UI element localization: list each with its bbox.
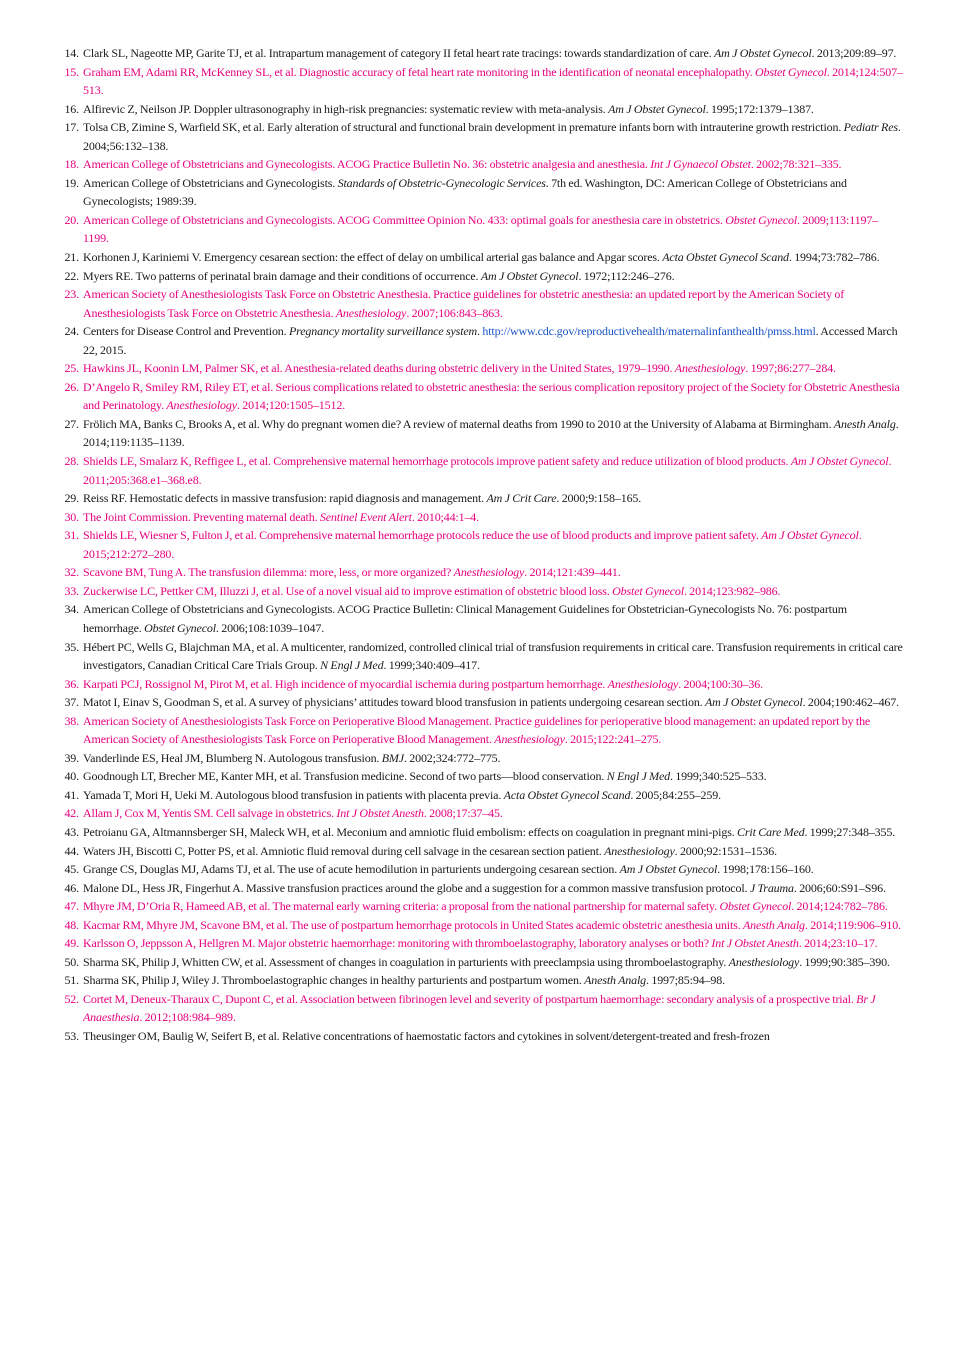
reference-item[interactable] [58,211,903,248]
reference-text: Goodnough LT, Brecher ME, Kanter MH, et al. Transfusion medicine. Second of two parts—blood conservation. [83,769,607,784]
reference-text: . 2007;106:843–863. [406,305,503,320]
journal-name: Sentinel Event Alert [319,509,412,524]
reference-item[interactable] [58,990,903,1027]
reference-number: 21 . [58,248,79,267]
journal-name: Am J Obstet Gynecol [790,454,889,469]
reference-number: 42 . [58,804,79,823]
reference-text: . 2004;100:30–36. [678,676,763,691]
reference-item [58,44,903,63]
reference-text: . [477,324,483,339]
reference-item [58,971,903,990]
reference-number: 32 . [58,563,79,582]
reference-text: Theusinger OM, Baulig W, Seifert B, et al. Relative concentrations of haemostatic factors and cytokines in solvent/detergent-treated and fresh-frozen [83,1028,770,1043]
reference-text: Korhonen J, Kariniemi V. Emergency cesarean section: the effect of delay on umbilical arterial gas balance and Apgar scores. [83,250,663,265]
reference-number: 47 . [58,897,79,916]
reference-text: . 2002;324:772–775. [403,750,501,765]
reference-number: 27 . [58,415,79,434]
reference-item [58,693,903,712]
reference-text: Allam J, Cox M, Yentis SM. Cell salvage in obstetrics. [83,806,337,821]
reference-text: Shields LE, Wiesner S, Fulton J, et al. Comprehensive maternal hemorrhage protocols reduce the use of blood products and improve patient safety. [83,528,762,543]
reference-text: . 2015;212:272–280. [83,528,862,561]
reference-text: Matot I, Einav S, Goodman S, et al. A survey of physicians’ attitudes toward blood transfusion in patients undergoing cesarean section. [83,695,705,710]
reference-text: . 1999;340:525–533. [670,769,767,784]
reference-text: . 1998;178:156–160. [717,862,814,877]
reference-text: . 2006;60:S91–S96. [793,880,886,895]
reference-number: 43 . [58,823,79,842]
reference-number: 44 . [58,842,79,861]
reference-text: . 1997;86:277–284. [745,361,836,376]
reference-number: 46 . [58,879,79,898]
reference-text: . 2014;123:982–986. [683,583,781,598]
reference-number: 22 . [58,267,79,286]
reference-number: 35 . [58,638,79,657]
reference-number: 39 . [58,749,79,768]
reference-item [58,489,903,508]
reference-text: . 2012;108:984–989. [139,1010,236,1025]
reference-text: . 2015;122:241–275. [564,732,662,747]
reference-item[interactable] [58,508,903,527]
reference-number: 23 . [58,285,79,304]
reference-item[interactable] [58,378,903,415]
reference-text: Vanderlinde ES, Heal JM, Blumberg N. Autologous transfusion. [83,750,382,765]
reference-item [58,118,903,155]
reference-item[interactable] [58,285,903,322]
reference-item [58,879,903,898]
reference-item[interactable] [58,675,903,694]
reference-number: 51 . [58,971,79,990]
reference-text: Waters JH, Biscotti C, Potter PS, et al. Amniotic fluid removal during cell salvage in the cesarean section patient. [83,843,605,858]
reference-text: D’Angelo R, Smiley RM, Riley ET, et al. Serious complications related to obstetric anesthesia: the serious complication repository project of the Society for Obstetric Anesthesia and Perinatology. [83,379,900,413]
reference-text: . 2004;56:132–138. [83,120,901,153]
journal-name: Am J Obstet Gynecol [608,101,706,116]
journal-name: Int J Obstet Anesth [336,806,424,821]
reference-text: American College of Obstetricians and Gynecologists. ACOG Practice Bulletin: Clinical Management Guidelines for Obstetrician-Gynecologists No. 76: postpartum hemorrhage. [83,602,847,635]
reference-text: Malone DL, Hess JR, Fingerhut A. Massive transfusion practices around the globe and a suggestion for a common massive transfusion protocol. [83,880,750,895]
reference-list [58,44,903,1046]
reference-text: . 2008;17:37–45. [423,806,503,821]
reference-text: . 2014;124:507–513. [83,64,903,98]
reference-item [58,638,903,675]
reference-text: . 2011;205:368.e1–368.e8. [83,454,892,487]
reference-item[interactable] [58,526,903,563]
reference-text: Alfirevic Z, Neilson JP. Doppler ultrasonography in high-risk pregnancies: systematic review with meta-analysis. [83,101,609,116]
journal-name: Am J Obstet Gynecol [619,862,718,877]
reference-item [58,823,903,842]
reference-item [58,767,903,786]
reference-text: Hawkins JL, Koonin LM, Palmer SK, et al. Anesthesia-related deaths during obstetric delivery in the United States, 1979–1990. [83,361,675,376]
reference-item [58,100,903,119]
reference-number: 33 . [58,582,79,601]
reference-number: 45 . [58,860,79,879]
reference-number: 17 . [58,118,79,137]
journal-name: Obstet Gynecol [754,64,827,79]
reference-item [58,786,903,805]
reference-url[interactable]: http://www.cdc.gov/reproductivehealth/maternalinfanthealth/pmss.html [482,324,816,339]
reference-item [58,322,903,359]
reference-text: Sharma SK, Philip J, Wiley J. Thromboelastographic changes in healthy parturients and postpartum women. [83,973,585,988]
reference-number: 30 . [58,508,79,527]
journal-name: N Engl J Med [320,658,384,673]
reference-item[interactable] [58,897,903,916]
journal-name: Int J Obstet Anesth [711,936,799,951]
reference-number: 20 . [58,211,79,230]
reference-text: Graham EM, Adami RR, McKenney SL, et al. Diagnostic accuracy of fetal heart rate monitoring in the identification of neonatal encephalopathy. [83,64,755,79]
journal-name: Br J Anaesthesia [83,991,876,1025]
reference-text: . 2014;119:1135–1139. [83,416,899,450]
reference-text: . 2010;44:1–4. [411,509,480,524]
reference-number: 18 . [58,155,79,174]
reference-number: 14 . [58,44,79,63]
journal-name: Anesth Analg [743,917,805,932]
reference-item[interactable] [58,712,903,749]
reference-text: . 2006;108:1039–1047. [215,620,325,635]
reference-text: Shields LE, Smalarz K, Reffigee L, et al. Comprehensive maternal hemorrhage protocols improve patient safety and reduce utilization of blood products. [83,454,791,469]
reference-item[interactable] [58,934,903,953]
reference-item[interactable] [58,804,903,823]
journal-name: Anesthesiology [494,732,565,747]
reference-number: 48 . [58,916,79,935]
reference-text: . 2000;92:1531–1536. [674,843,777,858]
reference-text: Zuckerwise LC, Pettker CM, Illuzzi J, et al. Use of a novel visual aid to improve estimation of obstetric blood loss. [83,583,613,598]
reference-text: American Society of Anesthesiologists Task Force on Obstetric Anesthesia. Practice guidelines for obstetric anesthesia: an updated report by the American Society of Anesthesiologists Task Force on Obstetric Anesthesia. [83,287,845,320]
reference-item [58,842,903,861]
reference-item[interactable] [58,582,903,601]
reference-text: . 1999;90:385–390. [799,954,890,969]
reference-number: 41 . [58,786,79,805]
reference-text: . 2013;209:89–97. [811,46,897,60]
journal-name: Standards of Obstetric-Gynecologic Services [337,175,546,190]
reference-item [58,174,903,211]
reference-text: . 1999;340:409–417. [383,658,480,673]
reference-text: . 1994;73:782–786. [788,250,880,265]
reference-item [58,860,903,879]
reference-item [58,749,903,768]
journal-name: Anesthesiology [604,843,675,858]
reference-text: . Accessed March 22, 2015. [83,324,898,357]
reference-text: Cortet M, Deneux-Tharaux C, Dupont C, et al. Association between fibrinogen level and severity of postpartum haemorrhage: secondary analysis of a prospective trial. [83,991,857,1006]
reference-number: 38 . [58,712,79,731]
journal-name: Anesthesiology [674,361,746,376]
journal-name: Anesthesiology [335,305,407,320]
journal-name: Anesthesiology [166,398,237,413]
reference-text: Mhyre JM, D’Oria R, Hameed AB, et al. The maternal early warning criteria: a proposal from the national partnership for maternal safety. [83,899,720,914]
journal-name: Obstet Gynecol [725,212,798,227]
reference-item [58,267,903,286]
reference-text: . 1997;85:94–98. [646,973,725,988]
reference-number: 49 . [58,934,79,953]
reference-number: 19 . [58,174,79,193]
reference-item[interactable] [58,563,903,582]
reference-text: Hébert PC, Wells G, Blajchman MA, et al. A multicenter, randomized, controlled clinical trial of transfusion requirements in critical care. Transfusion requirements in critical care investigators, Canadian Critical Care Trials Group. [83,639,903,673]
reference-item[interactable] [58,916,903,935]
reference-text: Karpati PCJ, Rossignol M, Pirot M, et al. High incidence of myocardial ischemia during postpartum hemorrhage. [83,676,608,691]
reference-text: . 1999;27:348–355. [804,824,896,839]
reference-number: 16 . [58,100,79,119]
journal-name: Anesthesiology [453,565,525,580]
reference-text: The Joint Commission. Preventing maternal death. [83,509,320,524]
reference-text: Sharma SK, Philip J, Whitten CW, et al. Assessment of changes in coagulation in parturients with preeclampsia using thromboelastography. [83,954,729,969]
reference-text: Scavone BM, Tung A. The transfusion dilemma: more, less, or more organized? [83,565,454,580]
journal-name: Acta Obstet Gynecol Scand [662,250,789,265]
journal-name: Obstet Gynecol [612,583,684,598]
reference-number: 40 . [58,767,79,786]
reference-item[interactable] [58,155,903,174]
reference-text: . 2014;23:10–17. [798,936,878,951]
reference-text: Karlsson O, Jeppsson A, Hellgren M. Major obstetric haemorrhage: monitoring with thromboelastography, laboratory analyses or both? [83,936,712,951]
reference-number: 37 . [58,693,79,712]
reference-text: Grange CS, Douglas MJ, Adams TJ, et al. The use of acute hemodilution in parturients undergoing cesarean section. [83,862,620,877]
reference-number: 26 . [58,378,79,397]
reference-number: 28 . [58,452,79,471]
reference-number: 50 . [58,953,79,972]
reference-number: 36 . [58,675,79,694]
reference-text: Frölich MA, Banks C, Brooks A, et al. Why do pregnant women die? A review of maternal deaths from 1990 to 2010 at the University of Alabama at Birmingham. [83,416,834,431]
reference-text: Reiss RF. Hemostatic defects in massive transfusion: rapid diagnosis and management. [83,491,487,506]
reference-item[interactable] [58,452,903,489]
reference-text: Tolsa CB, Zimine S, Warfield SK, et al. Early alteration of structural and functional brain development in premature infants born with intrauterine growth restriction. [83,120,844,135]
reference-text: . 2014;120:1505–1512. [236,398,346,413]
reference-number: 34 . [58,600,79,619]
reference-number: 24 . [58,322,79,341]
reference-item [58,1027,903,1046]
reference-number: 31 . [58,526,79,545]
journal-name: Obstet Gynecol [144,620,216,635]
reference-item [58,953,903,972]
reference-number: 53 . [58,1027,79,1046]
reference-number: 15 . [58,63,79,82]
reference-text: . 1995;172:1379–1387. [705,101,814,116]
reference-text: Petroianu GA, Altmannsberger SH, Maleck WH, et al. Meconium and amniotic fluid embolism: effects on coagulation in pregnant mini-pigs. [83,824,738,839]
journal-name: Anesth Analg [584,973,647,988]
journal-name: Anesthesiology [607,676,679,691]
journal-name: BMJ [381,750,404,765]
reference-text: Yamada T, Mori H, Ueki M. Autologous blood transfusion in patients with placenta previa. [83,787,504,802]
journal-name: J Trauma [749,880,794,895]
reference-text: . 2004;190:462–467. [802,695,899,710]
reference-text: . 2014;119:906–910. [804,917,901,932]
journal-name: Am J Obstet Gynecol [480,268,579,283]
reference-item [58,600,903,637]
journal-name: Am J Crit Care [486,491,557,506]
journal-name: Am J Obstet Gynecol [713,46,812,60]
reference-number: 25 . [58,359,79,378]
reference-text: Clark SL, Nageotte MP, Garite TJ, et al. Intrapartum management of category II fetal heart rate tracings: towards standardization of care. [83,46,714,60]
reference-item [58,415,903,452]
reference-text: . 1972;112:246–276. [578,268,675,283]
reference-text: Myers RE. Two patterns of perinatal brain damage and their conditions of occurrence. [83,268,481,283]
reference-text: American College of Obstetricians and Gynecologists. ACOG Practice Bulletin No. 36: obstetric analgesia and anesthesia. [83,157,651,172]
journal-name: Anesth Analg [833,416,896,431]
reference-text: . 2014;121:439–441. [524,565,621,580]
reference-text: American Society of Anesthesiologists Task Force on Perioperative Blood Management. Practice guidelines for perioperative blood management: an updated report by the American Society of Anesthesiologists Task Force on Perioperative Blood Management. [83,713,871,747]
reference-text: . 2014;124:782–786. [791,899,888,914]
journal-name: Am J Obstet Gynecol [704,695,803,710]
reference-text: . 2002;78:321–335. [750,157,842,172]
reference-item [58,248,903,267]
reference-text: . 2009;113:1197–1199. [83,212,879,246]
journal-name: Anesthesiology [728,954,800,969]
reference-text: American College of Obstetricians and Gynecologists. ACOG Committee Opinion No. 433: optimal goals for anesthesia care in obstetrics. [83,212,726,227]
reference-number: 52 . [58,990,79,1009]
reference-item[interactable] [58,359,903,378]
journal-name: Obstet Gynecol [719,899,792,914]
journal-name: Pregnancy mortality surveillance system [288,324,478,339]
reference-text: American College of Obstetricians and Gynecologists. [83,175,338,190]
reference-item[interactable] [58,63,903,100]
reference-text: Kacmar RM, Mhyre JM, Scavone BM, et al. The use of postpartum hemorrhage protocols in United States academic obstetric anesthesia units. [83,917,743,932]
reference-text: . 7th ed. Washington, DC: American College of Obstetricians and Gynecologists; 1989:39. [83,175,847,209]
journal-name: Pediatr Res [843,120,898,135]
journal-name: N Engl J Med [606,769,671,784]
reference-number: 29 . [58,489,79,508]
journal-name: Int J Gynaecol Obstet [650,157,751,172]
reference-text: . 2000;9:158–165. [556,491,642,506]
journal-name: Acta Obstet Gynecol Scand [503,787,631,802]
reference-text: Centers for Disease Control and Prevention. [83,324,289,339]
reference-text: . 2005;84:255–259. [630,787,721,802]
journal-name: Am J Obstet Gynecol [761,528,859,543]
journal-name: Crit Care Med [737,824,805,839]
